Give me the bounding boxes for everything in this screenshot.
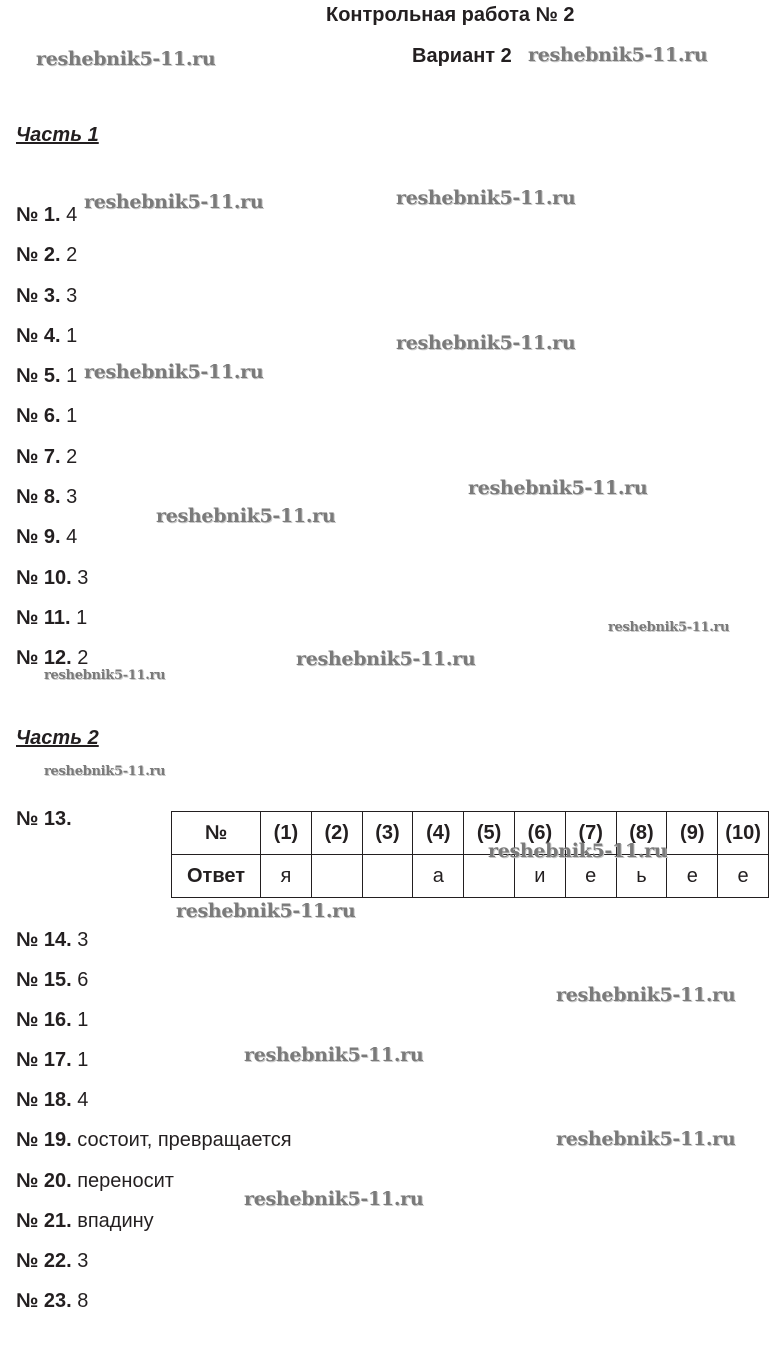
answer-value: переносит <box>77 1170 174 1192</box>
answer-number: № 3. <box>16 285 61 307</box>
answer-number: № 6. <box>16 405 61 427</box>
answer-number: № 15. <box>16 969 72 991</box>
answer-3 <box>16 284 77 308</box>
table-cell: а <box>413 855 464 898</box>
table-header-cell: (2) <box>311 812 362 855</box>
answer-value: 1 <box>77 1009 89 1031</box>
answer-value: 4 <box>66 526 78 548</box>
watermark: reshebnik5-11.ru <box>84 191 264 213</box>
answer-6 <box>16 404 77 428</box>
answer-5 <box>16 364 77 388</box>
part1-heading: Часть 1 <box>16 124 99 146</box>
watermark: reshebnik5-11.ru <box>608 620 730 635</box>
answer-value: 4 <box>77 1089 89 1111</box>
answer-value: состоит, превращается <box>77 1129 292 1151</box>
watermark: reshebnik5-11.ru <box>244 1188 424 1210</box>
answer-number: № 13. <box>16 808 72 830</box>
answer-value: 3 <box>77 567 89 589</box>
answer-value: 1 <box>66 405 78 427</box>
table-header-row <box>172 812 769 855</box>
answer-16 <box>16 1008 88 1032</box>
answer-8 <box>16 485 77 509</box>
answer-number: № 22. <box>16 1250 72 1272</box>
table-header-cell: (9) <box>667 812 718 855</box>
answer-number: № 8. <box>16 486 61 508</box>
answer-value: 2 <box>66 446 78 468</box>
answer-9 <box>16 525 77 549</box>
answer-13 <box>16 807 72 831</box>
answer-11 <box>16 606 87 630</box>
answer-7 <box>16 445 77 469</box>
answer-12 <box>16 646 88 670</box>
watermark: reshebnik5-11.ru <box>556 1128 736 1150</box>
answer-value: 6 <box>77 969 89 991</box>
table-cell: е <box>667 855 718 898</box>
table-cell: е <box>565 855 616 898</box>
table-cell: я <box>261 855 312 898</box>
answer-value: 1 <box>66 365 78 387</box>
watermark: reshebnik5-11.ru <box>296 648 476 670</box>
table-row-label: Ответ <box>172 855 261 898</box>
table-header-cell: (10) <box>718 812 769 855</box>
answer-number: № 2. <box>16 244 61 266</box>
page-title: Контрольная работа № 2 <box>326 4 575 26</box>
table-header-cell: (4) <box>413 812 464 855</box>
answer-number: № 12. <box>16 647 72 669</box>
answer-number: № 20. <box>16 1170 72 1192</box>
answer-value: 4 <box>66 204 78 226</box>
watermark: reshebnik5-11.ru <box>468 477 648 499</box>
answer-number: № 4. <box>16 325 61 347</box>
answer-value: 1 <box>76 607 88 629</box>
answer-13-table <box>171 811 769 898</box>
answer-value: 1 <box>66 325 78 347</box>
answer-number: № 5. <box>16 365 61 387</box>
answer-number: № 17. <box>16 1049 72 1071</box>
watermark: reshebnik5-11.ru <box>488 840 668 862</box>
answer-value: 1 <box>77 1049 89 1071</box>
answer-10 <box>16 566 88 590</box>
answer-number: № 19. <box>16 1129 72 1151</box>
answer-value: 2 <box>66 244 78 266</box>
watermark: reshebnik5-11.ru <box>396 187 576 209</box>
answer-23 <box>16 1289 88 1313</box>
table-cell: е <box>718 855 769 898</box>
table-cell: и <box>514 855 565 898</box>
answer-value: 8 <box>77 1290 89 1312</box>
answer-value: 2 <box>77 647 89 669</box>
answer-19 <box>16 1128 292 1152</box>
table-cell: ь <box>616 855 667 898</box>
table-cell <box>362 855 413 898</box>
answer-number: № 23. <box>16 1290 72 1312</box>
watermark: reshebnik5-11.ru <box>44 764 166 779</box>
variant-label: Вариант 2 <box>412 45 512 67</box>
answer-4 <box>16 324 77 348</box>
table-header-cell: (3) <box>362 812 413 855</box>
answer-number: № 10. <box>16 567 72 589</box>
watermark: reshebnik5-11.ru <box>36 48 216 70</box>
watermark: reshebnik5-11.ru <box>84 361 264 383</box>
answer-number: № 14. <box>16 929 72 951</box>
answer-18 <box>16 1088 88 1112</box>
watermark: reshebnik5-11.ru <box>44 668 166 683</box>
part2-heading: Часть 2 <box>16 727 99 749</box>
table-header-cell: (5) <box>464 812 515 855</box>
answer-number: № 9. <box>16 526 61 548</box>
answer-value: впадину <box>77 1210 154 1232</box>
answer-number: № 16. <box>16 1009 72 1031</box>
answer-number: № 7. <box>16 446 61 468</box>
answer-value: 3 <box>66 486 78 508</box>
watermark: reshebnik5-11.ru <box>176 900 356 922</box>
answer-number: № 18. <box>16 1089 72 1111</box>
table-header-cell: (7) <box>565 812 616 855</box>
answer-14 <box>16 928 88 952</box>
answer-value: 3 <box>77 1250 89 1272</box>
table-answer-row <box>172 855 769 898</box>
watermark: reshebnik5-11.ru <box>396 332 576 354</box>
answer-1 <box>16 203 77 227</box>
watermark: reshebnik5-11.ru <box>244 1044 424 1066</box>
watermark: reshebnik5-11.ru <box>528 44 708 66</box>
answer-22 <box>16 1249 88 1273</box>
answer-17 <box>16 1048 88 1072</box>
answer-20 <box>16 1169 174 1193</box>
table-header-cell: (1) <box>261 812 312 855</box>
answer-number: № 11. <box>16 607 71 629</box>
answer-15 <box>16 968 88 992</box>
answer-2 <box>16 243 77 267</box>
answer-21 <box>16 1209 154 1233</box>
answer-value: 3 <box>66 285 78 307</box>
answer-number: № 21. <box>16 1210 72 1232</box>
watermark: reshebnik5-11.ru <box>556 984 736 1006</box>
table-header-cell: (6) <box>514 812 565 855</box>
watermark: reshebnik5-11.ru <box>156 505 336 527</box>
table-cell <box>311 855 362 898</box>
table-header-cell: № <box>172 812 261 855</box>
table-header-cell: (8) <box>616 812 667 855</box>
answer-number: № 1. <box>16 204 61 226</box>
answer-value: 3 <box>77 929 89 951</box>
